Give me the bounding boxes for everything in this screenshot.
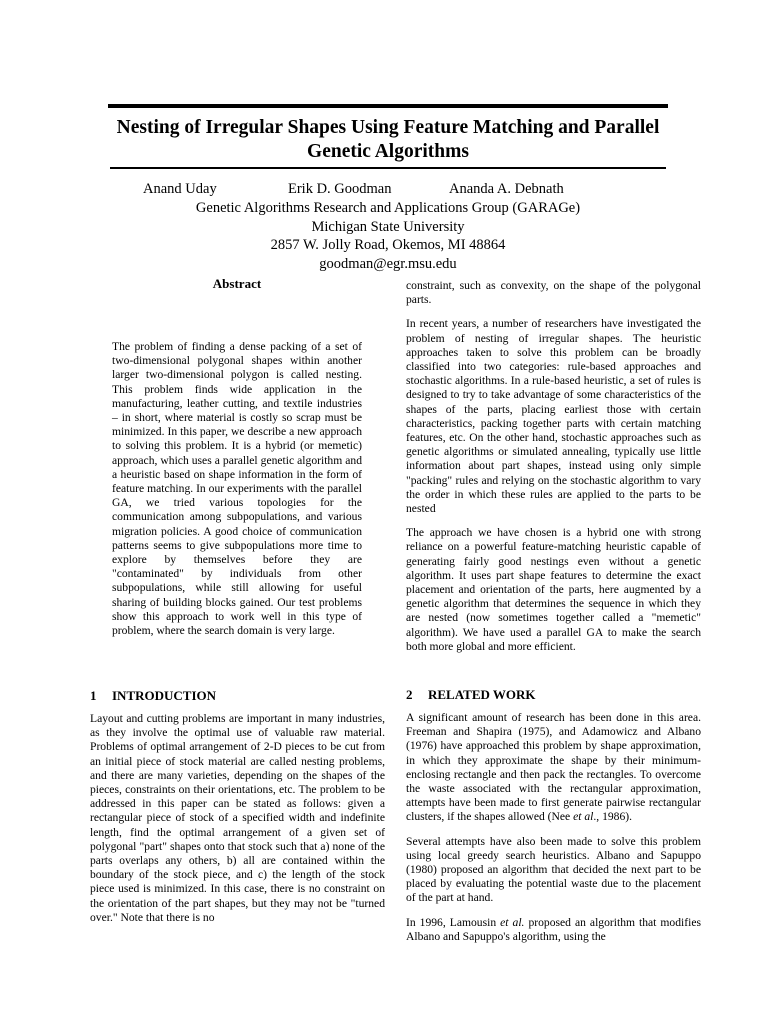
related-work-p3-tail: proposed an algorithm that modifies Albano and Sapuppo's algorithm, using the: [406, 915, 701, 943]
related-work-paragraph-2: Several attempts have also been made to solve this problem using local greedy search heuristics. Albano and Sapuppo (1980) proposed an algorithm that decided the next part to be placed by evaluating the potential waste due to the placement of the part at hand.: [406, 834, 701, 905]
introduction-heading: [90, 688, 216, 704]
related-work-body: [406, 711, 701, 954]
related-work-p1-italic: et al: [573, 810, 594, 824]
right-paragraph-1: constraint, such as convexity, on the shape of the polygonal parts.: [406, 279, 701, 307]
title-top-rule: [108, 104, 668, 108]
affiliation-group: Genetic Algorithms Research and Applications Group (GARAGe): [195, 200, 581, 216]
abstract-text: The problem of finding a dense packing of a set of two-dimensional polygonal shapes within another larger two-dimensional polygon is called nesting. This problem finds wide application in the manufacturing, leather cutting, and textile industries – in short, where material is costly so scrap must be minimized. In this paper, we describe a new approach to solving this problem. It is a hybrid (or memetic) approach, which uses a parallel genetic algorithm and a heuristic based on shape information in the form of feature matching. In our experiments with the parallel GA, we tried various topologies for the communication among subpopulations, and various migration policies. A good choice of communication patterns seems to give subpopulations more time to explore by themselves before they are "contaminated" by individuals from other subpopulations, while still allowing for useful sharing of building blocks gained. Our test problems show this approach to work well in this type of problem, where the search domain is very large.: [112, 340, 362, 638]
right-paragraph-2: In recent years, a number of researchers have investigated the problem of nesting of irregular shapes. The heuristic approaches taken to solve this problem can be broadly classified into two categories: rule-based approaches and stochastic algorithms. In a rule-based heuristic, a set of rules is designed to try to take advantage of some characteristics of the shapes of the parts, placing earliest those with certain characteristics, packing together parts with certain matching features, etc. On the other hand, stochastic approaches such as genetic algorithms or simulated annealing, typically use little information about part shapes, instead using only simple "packing" rules and relying on the stochastic algorithm to vary the order in which these rules are applied to the parts to be nested: [406, 317, 701, 516]
author-2: Erik D. Goodman: [288, 181, 392, 197]
introduction-body: [90, 712, 385, 925]
affiliation-address: 2857 W. Jolly Road, Okemos, MI 48864: [270, 237, 506, 253]
paper-title: Nesting of Irregular Shapes Using Feature Matching and Parallel Genetic Algorithms: [116, 117, 660, 162]
related-work-paragraph-3: [406, 916, 701, 944]
introduction-title: INTRODUCTION: [112, 688, 217, 703]
related-work-p3-italic: et al.: [500, 915, 525, 929]
abstract-heading: Abstract: [212, 276, 262, 291]
introduction-number: 1: [90, 688, 97, 703]
abstract-body: [112, 340, 362, 638]
title-bottom-rule: [110, 167, 666, 169]
right-paragraph-3: The approach we have chosen is a hybrid one with strong reliance on a powerful feature-matching heuristic capable of generating fairly good nestings even without a genetic algorithm. It uses part shape features to determine the exact placement and orientation of the parts, here augmented by a genetic algorithm that determines the sequence in which they are nested (now sometimes together called a "memetic" algorithm). We have used a parallel GA to make the search both more global and more efficient.: [406, 526, 701, 653]
related-work-number: 2: [406, 687, 413, 702]
related-work-title: RELATED WORK: [428, 687, 536, 702]
affiliation-email: goodman@egr.msu.edu: [319, 255, 457, 272]
related-work-p1-text: A significant amount of research has been done in this area. Freeman and Shapira (1975), and Adamowicz and Albano (1976) have approached this problem by shape approximation, in which they approximate the shape by their minimum-enclosing rectangle and then pack the rectangles. To overcome the waste associated with the rectangular approximation, attempts have been made to first generate pairwise rectangular clusters, if the shapes allowed (Nee: [406, 711, 701, 824]
author-3: Ananda A. Debnath: [449, 181, 564, 197]
affiliation-block: [110, 199, 666, 273]
author-1: Anand Uday: [143, 181, 217, 197]
related-work-p3-text: In 1996, Lamousin: [406, 915, 501, 929]
related-work-p1-tail: ., 1986).: [593, 810, 633, 824]
related-work-paragraph-1: [406, 711, 701, 825]
right-column-top: [406, 279, 701, 664]
affiliation-university: Michigan State University: [311, 218, 465, 235]
introduction-text: Layout and cutting problems are important in many industries, as they involve the optimal use of valuable raw material. Problems of optimal arrangement of 2-D pieces to be cut from an initial piece of stock material are called nesting problems, and there are many varieties, depending on the shapes of the pieces, constraints on their orientations, etc. The problem to be addressed in this paper can be stated as follows: given a rectangular piece of stock of a specified width and indefinite length, find the optimal arrangement of a given set of polygonal "part" shapes onto that stock such that a) none of the parts overlaps any others, b) all are contained within the boundary of the stock piece, and c) the length of the stock piece used is minimized. In this case, there is no constraint on the orientation of the part shapes, but they may not be "turned over." Note that there is no: [90, 712, 385, 924]
related-work-heading: [406, 687, 536, 703]
